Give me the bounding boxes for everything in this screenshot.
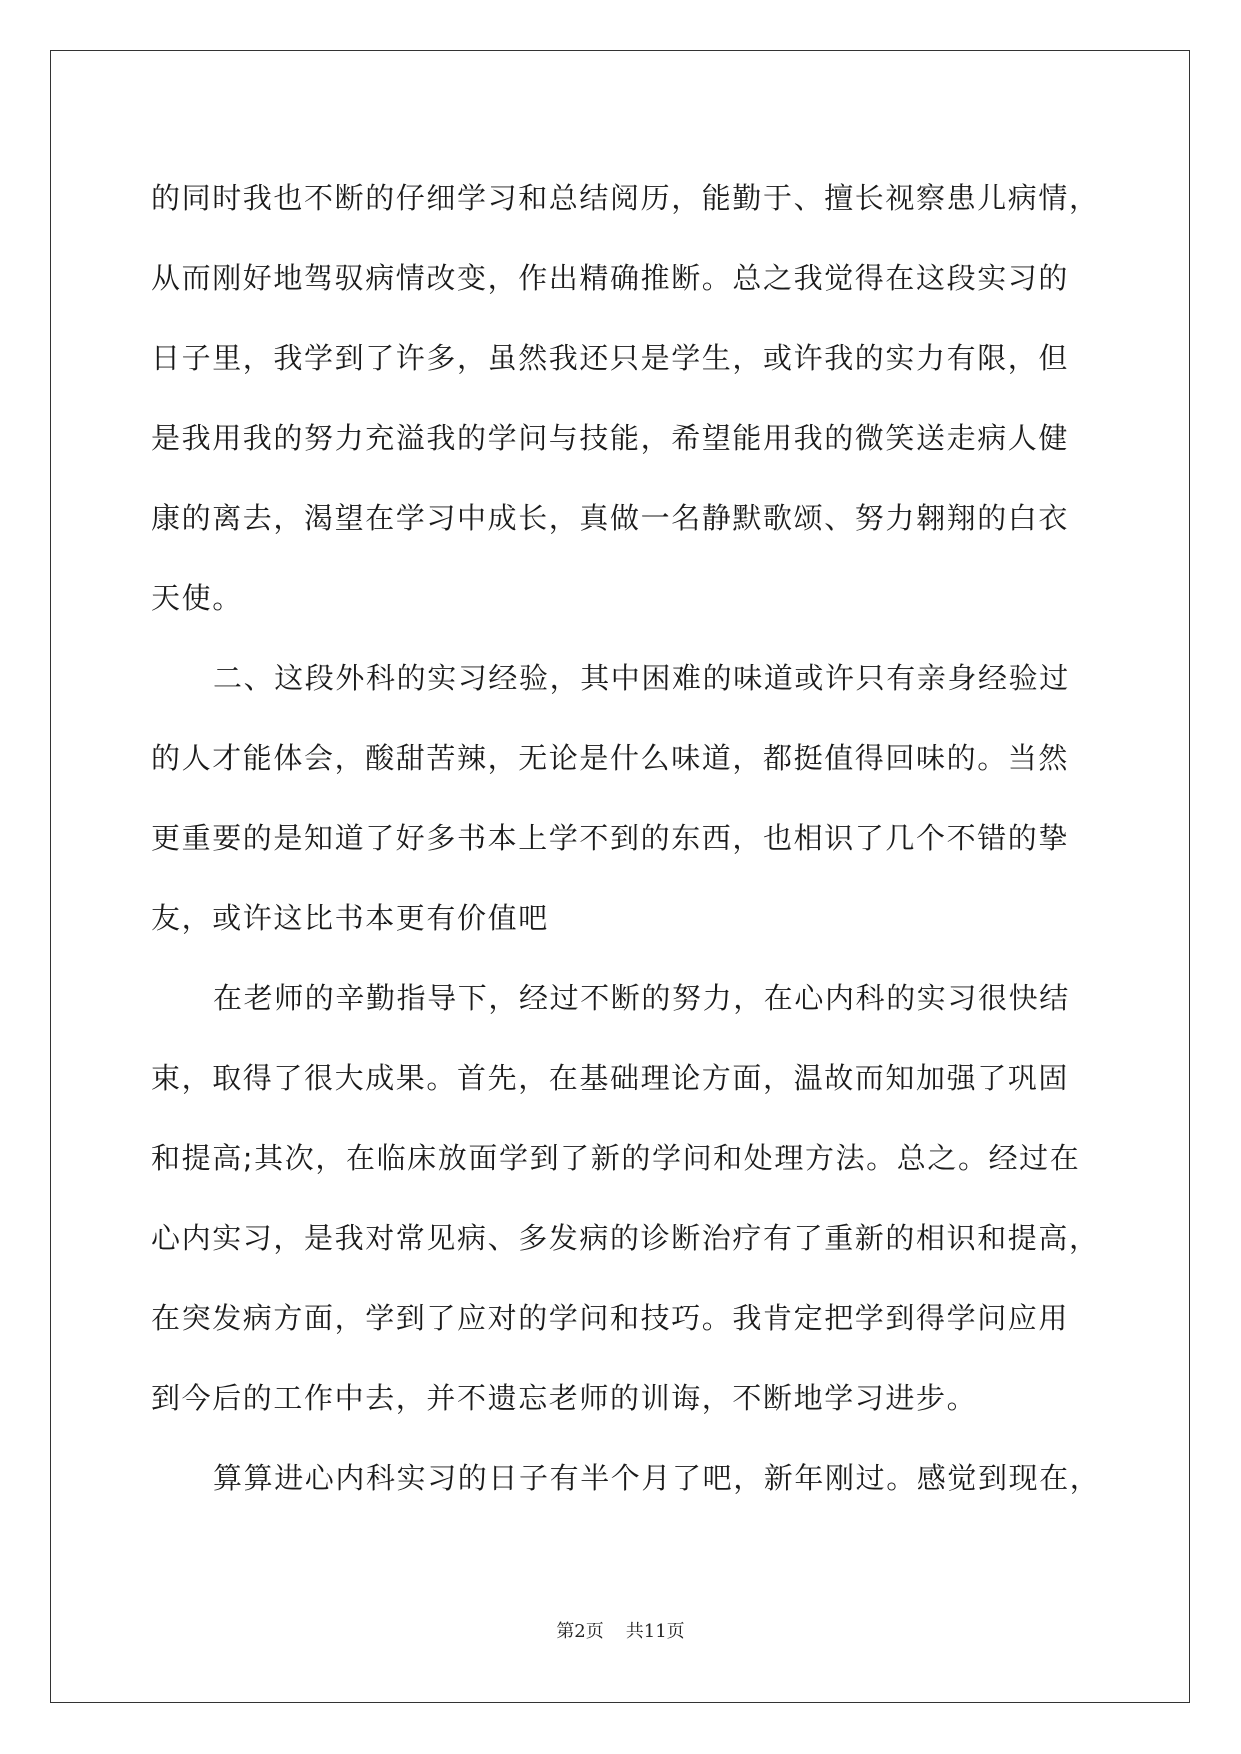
text-line: 的人才能体会，酸甜苦辣，无论是什么味道，都挺值得回味的。当然 bbox=[151, 741, 1070, 775]
document-body bbox=[151, 158, 1111, 1518]
text-line: 从而刚好地驾驭病情改变，作出精确推断。总之我觉得在这段实习的 bbox=[151, 261, 1070, 295]
paragraph-4 bbox=[151, 1438, 1111, 1518]
paragraph-3 bbox=[151, 958, 1111, 1438]
text-line: 和提高;其次，在临床放面学到了新的学问和处理方法。总之。经过在 bbox=[151, 1141, 1081, 1175]
text-line: 在突发病方面，学到了应对的学问和技巧。我肯定把学到得学问应用 bbox=[151, 1301, 1070, 1335]
page-footer bbox=[0, 1617, 1241, 1643]
paragraph-1 bbox=[151, 158, 1111, 638]
text-line: 束，取得了很大成果。首先，在基础理论方面，温故而知加强了巩固 bbox=[151, 1061, 1070, 1095]
text-line: 的同时我也不断的仔细学习和总结阅历，能勤于、擅长视察患儿病情， bbox=[151, 181, 1100, 215]
page-number: 第2页 bbox=[556, 1621, 604, 1642]
text-line: 康的离去，渴望在学习中成长，真做一名静默歌颂、努力翱翔的白衣 bbox=[151, 501, 1070, 535]
text-line: 日子里，我学到了许多，虽然我还只是学生，或许我的实力有限，但 bbox=[151, 341, 1070, 375]
text-line: 算算进心内科实习的日子有半个月了吧，新年刚过。感觉到现在， bbox=[213, 1461, 1101, 1495]
page-total: 共11页 bbox=[625, 1621, 685, 1642]
text-line: 是我用我的努力充溢我的学问与技能，希望能用我的微笑送走病人健 bbox=[151, 421, 1070, 455]
text-line: 心内实习，是我对常见病、多发病的诊断治疗有了重新的相识和提高， bbox=[151, 1221, 1100, 1255]
text-line: 天使。 bbox=[151, 581, 243, 615]
paragraph-2 bbox=[151, 638, 1111, 958]
text-line: 二、这段外科的实习经验，其中困难的味道或许只有亲身经验过 bbox=[213, 661, 1070, 695]
text-line: 更重要的是知道了好多书本上学不到的东西，也相识了几个不错的挚 bbox=[151, 821, 1070, 855]
text-line: 友，或许这比书本更有价值吧 bbox=[151, 901, 549, 935]
text-line: 在老师的辛勤指导下，经过不断的努力，在心内科的实习很快结 bbox=[213, 981, 1070, 1015]
text-line: 到今后的工作中去，并不遗忘老师的训诲，不断地学习进步。 bbox=[151, 1381, 978, 1415]
